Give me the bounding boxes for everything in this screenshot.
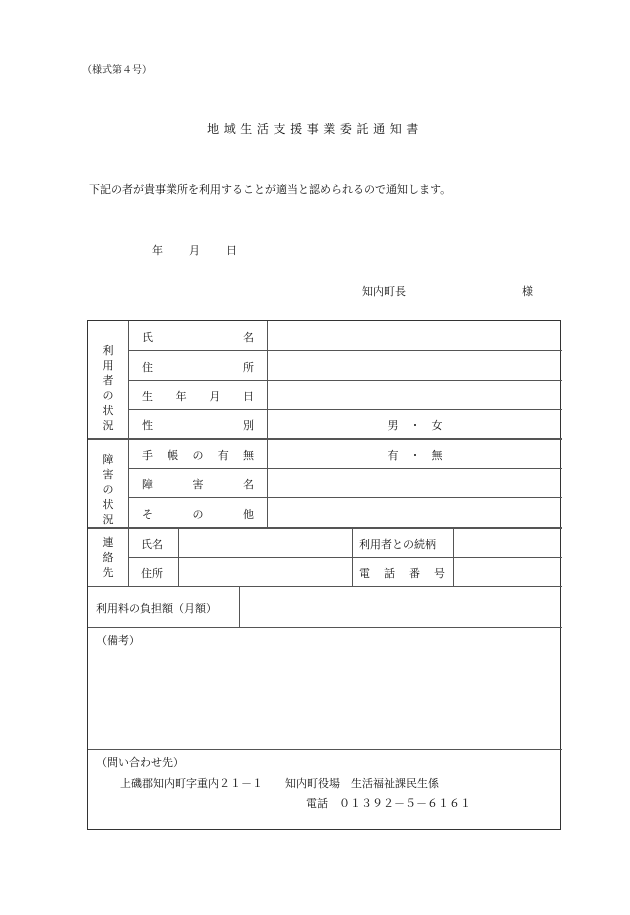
user-name-label: 氏 名 — [142, 331, 254, 344]
notice-form-table — [87, 320, 561, 830]
disability-section-heading: 障害の状況 — [102, 453, 114, 526]
inquiry-address: 上磯郡知内町字重内２１－１ 知内町役場 生活福祉課民生係 — [120, 777, 439, 790]
date-month-label: 月 — [189, 244, 200, 257]
disability-other-label: そ の 他 — [142, 508, 254, 521]
document-title: 地域生活支援事業委託通知書 — [207, 122, 423, 136]
contact-address-label: 住所 — [141, 567, 163, 580]
date-day-label: 日 — [226, 244, 237, 257]
gender-options[interactable]: 男 ・ 女 — [387, 419, 443, 432]
inquiry-label: （問い合わせ先） — [96, 756, 184, 769]
user-gender-label: 性 別 — [142, 419, 254, 432]
inquiry-phone: 電話 ０１３９２－５－６１６１ — [306, 797, 471, 810]
user-section-heading: 利用者の状況 — [102, 344, 114, 432]
date-year-label: 年 — [152, 244, 163, 257]
remarks-label: （備考） — [96, 634, 140, 647]
intro-text: 下記の者が貴事業所を利用することが適当と認められるので通知します。 — [89, 183, 452, 196]
form-number: （様式第４号） — [82, 65, 152, 76]
phone-label: 電 話 番 号 — [359, 567, 445, 580]
disability-name-label: 障 害 名 — [142, 478, 254, 491]
user-address-label: 住 所 — [142, 361, 254, 374]
relation-label: 利用者との続柄 — [359, 538, 436, 551]
user-birthdate-label: 生 年 月 日 — [142, 390, 254, 403]
handbook-options[interactable]: 有 ・ 無 — [387, 449, 443, 462]
honorific: 様 — [522, 285, 533, 298]
handbook-label: 手 帳 の 有 無 — [142, 449, 254, 462]
date-line — [152, 242, 237, 258]
contact-section-heading: 連絡先 — [102, 536, 114, 579]
fee-label: 利用料の負担額（月額） — [96, 602, 217, 615]
contact-name-label: 氏名 — [141, 538, 163, 551]
addressee: 知内町長 — [362, 285, 406, 298]
